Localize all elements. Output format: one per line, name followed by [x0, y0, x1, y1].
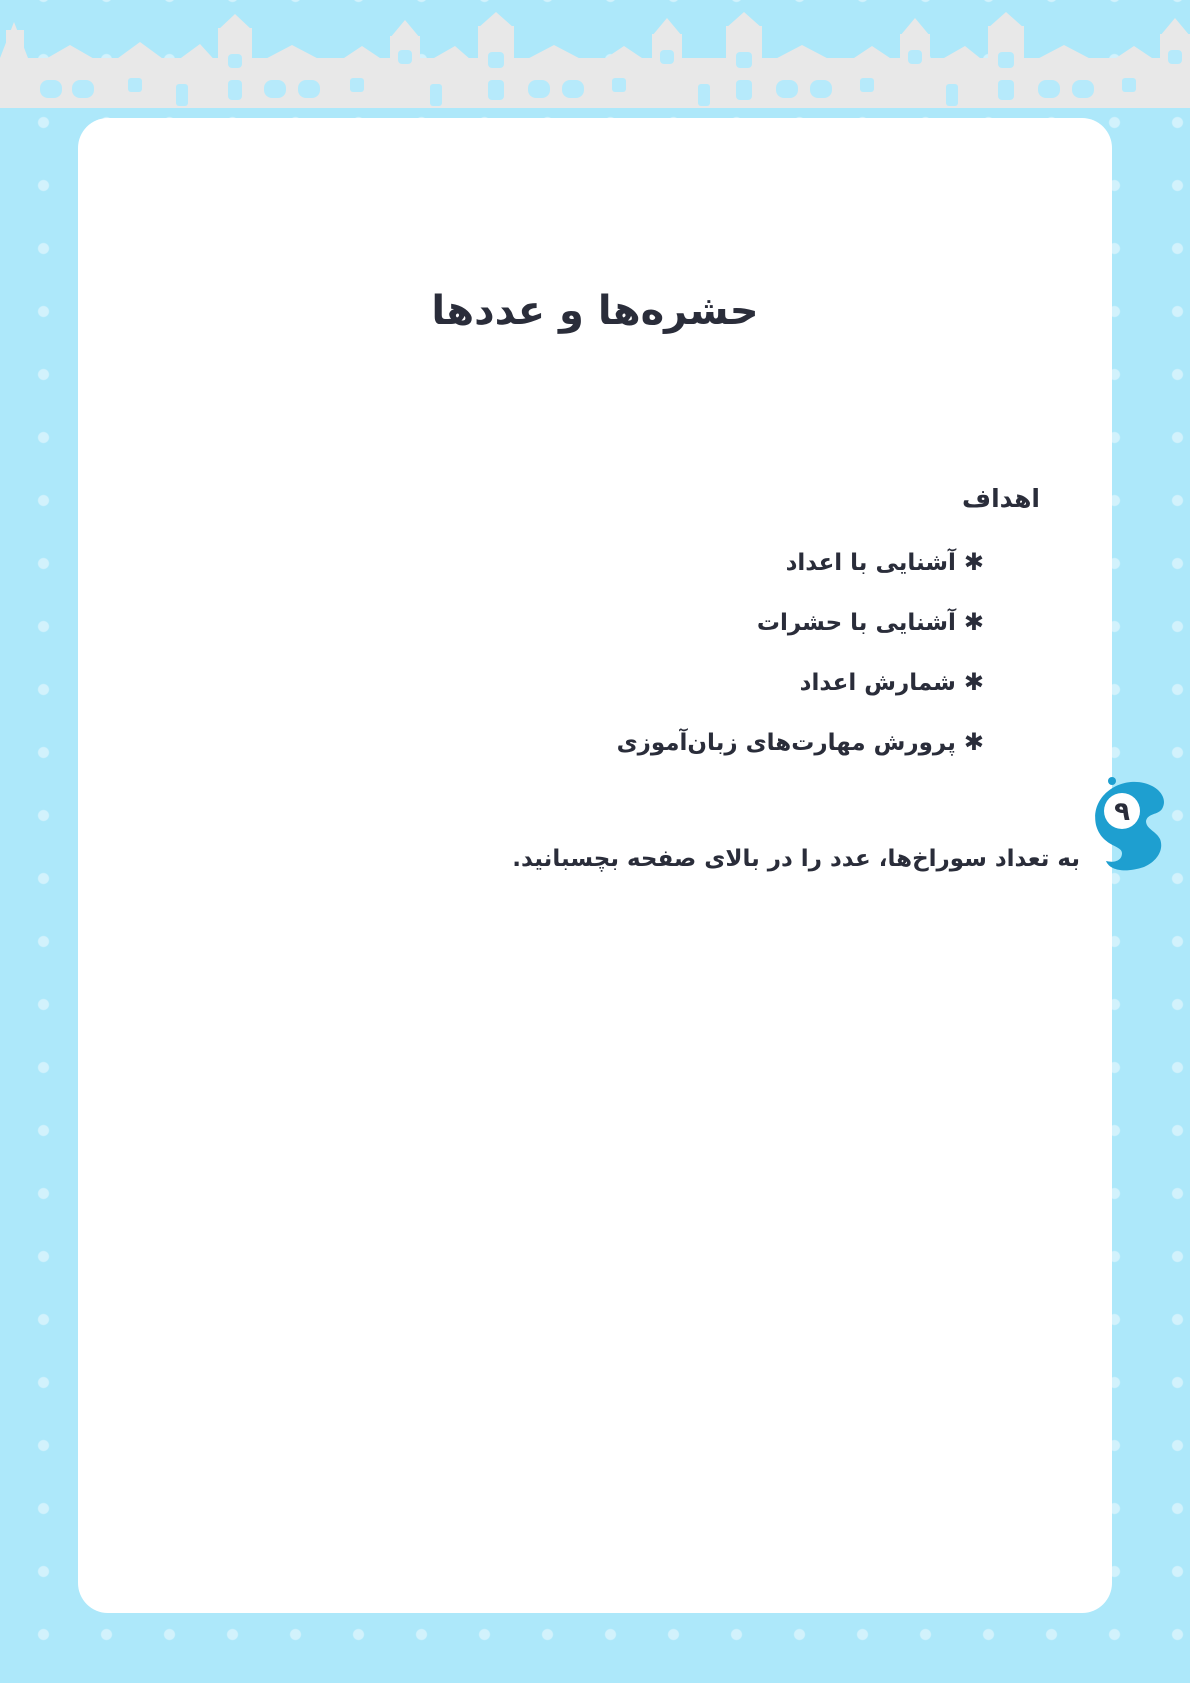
asterisk-bullet-icon: ✱ [963, 548, 984, 576]
activity-instruction: به تعداد سوراخ‌ها، عدد را در بالای صفحه بچسبانید. [512, 846, 1080, 872]
goal-text: آشنایی با اعداد [785, 550, 956, 576]
goal-text: پرورش مهارت‌های زبان‌آموزی [616, 730, 956, 756]
asterisk-bullet-icon: ✱ [963, 728, 984, 756]
houses-skyline-decoration [0, 0, 1190, 110]
goal-item [617, 604, 984, 664]
goal-text: آشنایی با حشرات [756, 610, 956, 636]
goal-item [617, 664, 984, 724]
page-number: ۹ [1114, 797, 1130, 827]
goals-heading: اهداف [962, 484, 1040, 513]
goal-item [617, 544, 984, 604]
asterisk-bullet-icon: ✱ [963, 608, 984, 636]
goal-item [617, 724, 984, 784]
goals-list [617, 544, 984, 784]
asterisk-bullet-icon: ✱ [963, 668, 984, 696]
page-title: حشره‌ها و عددها [431, 288, 759, 334]
goal-text: شمارش اعداد [799, 670, 956, 696]
